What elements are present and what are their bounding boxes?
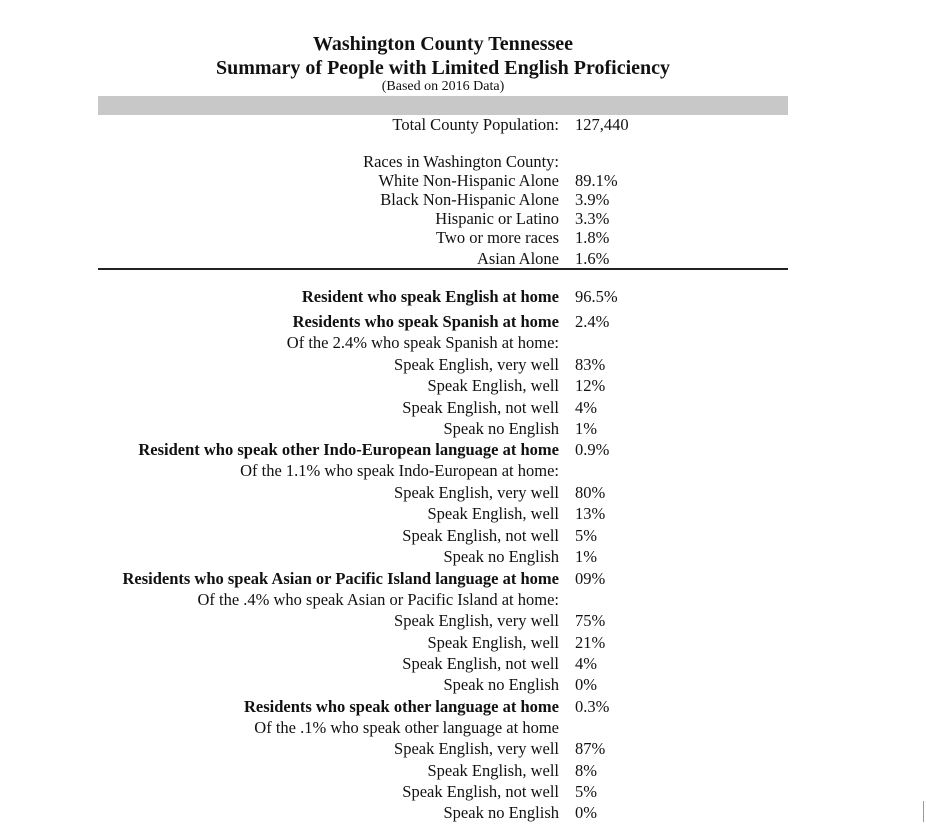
race-value: 1.8% xyxy=(575,228,610,247)
proficiency-label: Speak no English xyxy=(443,675,559,694)
other-language-subheading-row xyxy=(0,717,926,739)
race-value: 3.9% xyxy=(575,190,610,209)
proficiency-label: Speak English, well xyxy=(427,376,559,395)
proficiency-label: Speak no English xyxy=(443,419,559,438)
page-edge-mark xyxy=(923,801,924,822)
race-label: Two or more races xyxy=(435,228,559,247)
proficiency-row xyxy=(0,674,926,696)
proficiency-row xyxy=(0,653,926,675)
proficiency-row xyxy=(0,738,926,760)
proficiency-value: 1% xyxy=(575,419,597,438)
proficiency-value: 0% xyxy=(575,675,597,694)
races-heading: Races in Washington County: xyxy=(363,152,559,171)
header-band xyxy=(98,96,788,115)
proficiency-label: Speak English, very well xyxy=(394,739,559,758)
race-label: Hispanic or Latino xyxy=(435,209,559,228)
proficiency-row xyxy=(0,482,926,504)
proficiency-value: 0% xyxy=(575,803,597,822)
proficiency-row xyxy=(0,418,926,440)
indo-european-value: 0.9% xyxy=(575,440,610,459)
proficiency-row xyxy=(0,781,926,803)
proficiency-row xyxy=(0,802,926,824)
proficiency-row xyxy=(0,397,926,419)
race-value: 1.6% xyxy=(575,249,610,268)
document-title: Washington County Tennessee xyxy=(312,33,574,55)
document-subtitle: (Based on 2016 Data) xyxy=(381,79,505,94)
race-label: Asian Alone xyxy=(476,249,559,268)
race-row xyxy=(0,227,926,249)
asian-pacific-row xyxy=(0,568,926,590)
document-title-line2: Summary of People with Limited English Proficiency xyxy=(215,57,671,79)
proficiency-label: Speak English, well xyxy=(427,504,559,523)
asian-pacific-value: 09% xyxy=(575,569,606,588)
proficiency-value: 1% xyxy=(575,547,597,566)
english-label: Resident who speak English at home xyxy=(301,287,559,306)
race-row xyxy=(0,248,926,270)
spanish-subheading-row xyxy=(0,332,926,354)
indo-european-row xyxy=(0,439,926,461)
spanish-row xyxy=(0,311,926,333)
race-value: 89.1% xyxy=(575,171,618,190)
proficiency-label: Speak English, not well xyxy=(402,654,559,673)
population-label: Total County Population: xyxy=(392,115,559,134)
proficiency-value: 5% xyxy=(575,526,597,545)
proficiency-label: Speak English, very well xyxy=(394,355,559,374)
proficiency-value: 87% xyxy=(575,739,606,758)
other-language-subheading: Of the .1% who speak other language at home xyxy=(254,718,559,737)
proficiency-value: 12% xyxy=(575,376,606,395)
proficiency-label: Speak English, very well xyxy=(394,611,559,630)
proficiency-value: 8% xyxy=(575,761,597,780)
proficiency-value: 4% xyxy=(575,654,597,673)
population-value: 127,440 xyxy=(575,115,629,134)
proficiency-row xyxy=(0,546,926,568)
indo-european-label: Resident who speak other Indo-European language at home xyxy=(138,440,559,459)
proficiency-row xyxy=(0,375,926,397)
proficiency-value: 75% xyxy=(575,611,606,630)
asian-pacific-subheading-row xyxy=(0,589,926,611)
population-row xyxy=(0,114,926,136)
proficiency-label: Speak no English xyxy=(443,803,559,822)
proficiency-label: Speak no English xyxy=(443,547,559,566)
other-language-value: 0.3% xyxy=(575,697,610,716)
proficiency-row xyxy=(0,525,926,547)
proficiency-value: 80% xyxy=(575,483,606,502)
asian-pacific-label: Residents who speak Asian or Pacific Island language at home xyxy=(122,569,559,588)
proficiency-value: 5% xyxy=(575,782,597,801)
proficiency-label: Speak English, not well xyxy=(402,782,559,801)
proficiency-value: 83% xyxy=(575,355,606,374)
other-language-label: Residents who speak other language at home xyxy=(243,697,559,716)
proficiency-row xyxy=(0,632,926,654)
proficiency-row xyxy=(0,503,926,525)
proficiency-value: 21% xyxy=(575,633,606,652)
spanish-label: Residents who speak Spanish at home xyxy=(292,312,559,331)
proficiency-label: Speak English, very well xyxy=(394,483,559,502)
proficiency-label: Speak English, well xyxy=(427,633,559,652)
race-label: White Non-Hispanic Alone xyxy=(378,171,559,190)
indo-european-subheading-row xyxy=(0,460,926,482)
proficiency-row xyxy=(0,354,926,376)
proficiency-label: Speak English, not well xyxy=(402,398,559,417)
proficiency-row xyxy=(0,760,926,782)
race-value: 3.3% xyxy=(575,209,610,228)
spanish-value: 2.4% xyxy=(575,312,610,331)
asian-pacific-subheading: Of the .4% who speak Asian or Pacific Island at home: xyxy=(197,590,559,609)
other-language-row xyxy=(0,696,926,718)
race-label: Black Non-Hispanic Alone xyxy=(380,190,559,209)
indo-european-subheading: Of the 1.1% who speak Indo-European at home: xyxy=(240,461,559,480)
english-row xyxy=(0,286,926,308)
proficiency-label: Speak English, not well xyxy=(402,526,559,545)
proficiency-value: 13% xyxy=(575,504,606,523)
section-divider xyxy=(98,268,788,270)
proficiency-value: 4% xyxy=(575,398,597,417)
spanish-subheading: Of the 2.4% who speak Spanish at home: xyxy=(286,333,559,352)
english-value: 96.5% xyxy=(575,287,618,306)
proficiency-label: Speak English, well xyxy=(427,761,559,780)
proficiency-row xyxy=(0,610,926,632)
